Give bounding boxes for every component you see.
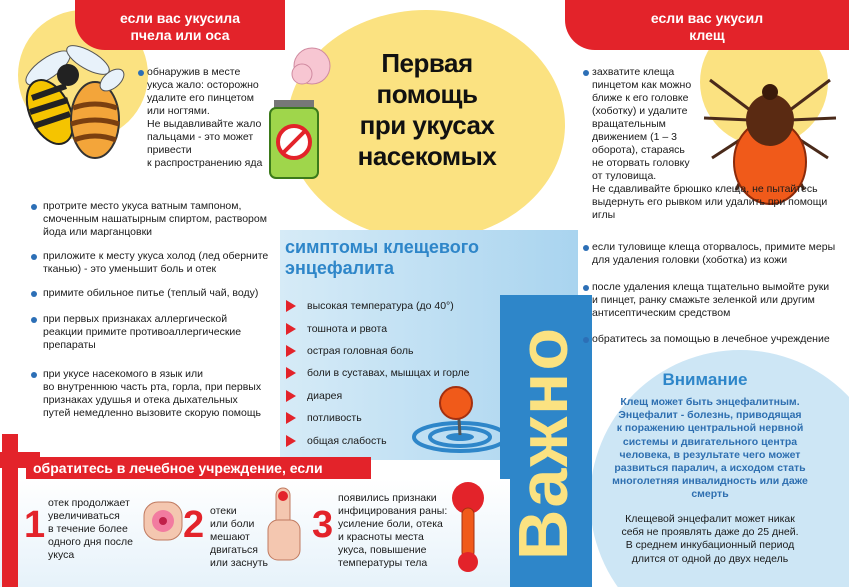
- bullet-dot: [31, 291, 37, 297]
- symptom-item: [286, 340, 486, 362]
- triangle-bullet-icon: [286, 323, 296, 335]
- medical-item-2: отеки или боли мешают двигаться или заснуть: [210, 505, 269, 569]
- attention-note: Клещевой энцефалит может никак себя не проявлять даже до 25 дней. В среднем инкубационный период длится от одной до двух недель: [621, 513, 799, 565]
- medical-header: [26, 457, 371, 479]
- attention-title: Внимание: [662, 370, 748, 389]
- tick-intro-text: захватите клеща пинцетом как можно ближе к его головке (хоботку) и удалите вращательным движением (1 – 3 оборота), стараясь не оторвать головку от туловища. Не сдавливайте брюшко клеща, не пытайтесь выдернуть его рывком или удалить при помощи иглы: [592, 66, 828, 221]
- triangle-bullet-icon: [286, 300, 296, 312]
- bullet-dot: [31, 204, 37, 210]
- tick-bullet-1: если туловище клеща оторвалось, примите меры для удаления головки (хоботка) из кожи: [592, 241, 836, 266]
- tick-header-text: если вас укусил клещ: [650, 10, 764, 43]
- symptoms-title: симптомы клещевого энцефалита: [285, 237, 480, 278]
- symptom-text: диарея: [307, 389, 343, 402]
- triangle-bullet-icon: [286, 435, 296, 447]
- bee-icon: [60, 60, 130, 180]
- symptom-text: боли в суставах, мышцах и горле: [307, 367, 470, 380]
- triangle-bullet-icon: [286, 345, 296, 357]
- symptom-text: высокая температура (до 40°): [307, 300, 454, 313]
- bee-bullet-2: приложите к месту укуса холод (лед оберните тканью) - это уменьшит боль и отек: [43, 250, 269, 275]
- important-text: Важно: [504, 325, 582, 560]
- item-number: 3: [312, 504, 334, 546]
- bullet-dot: [583, 70, 589, 76]
- item-number: 2: [183, 504, 205, 546]
- triangle-bullet-icon: [286, 367, 296, 379]
- symptom-item: [286, 317, 486, 339]
- bullet-dot: [138, 70, 144, 76]
- bee-intro-text: обнаружив в месте укуса жало: осторожно удалите его пинцетом или ногтями. Не выдавливайте жало пальцами - это может привести к распространению яда: [147, 66, 263, 169]
- triangle-bullet-icon: [286, 390, 296, 402]
- symptom-item: [286, 362, 486, 384]
- tick-bullet-3: обратитесь за помощью в лечебное учреждение: [592, 333, 830, 345]
- item-number: 1: [24, 504, 46, 546]
- attention-body: Клещ может быть энцефалитным. Энцефалит - болезнь, приводящая к поражению центральной нервной системы и двигательного центра человека, в результате чего может развиться паралич, а исходом стать многолетняя инвалидность или даже смерть: [612, 396, 808, 501]
- bee-bullet-3: примите обильное питье (теплый чай, воду): [43, 287, 259, 299]
- bullet-dot: [583, 285, 589, 291]
- medical-item-3: появились признаки инфицирования раны: усиление боли, отека и красноты места укуса, повышение температуры тела: [338, 492, 448, 569]
- page-title: Первая помощь при укусах насекомых: [357, 48, 497, 171]
- bee-bullet-4: при первых признаках аллергической реакции примите противоаллергические препараты: [43, 313, 242, 351]
- medical-item-1: отек продолжает увеличиваться в течение более одного дня после укуса: [48, 497, 133, 561]
- bee-bullet-1: протрите место укуса ватным тампоном, смоченным нашатырным спиртом, раствором йода или марганцовки: [43, 200, 267, 238]
- tick-bullet-2: после удаления клеща тщательно вымойте руки и пинцет, ранку смажьте зеленкой или другим антисептическим средством: [592, 281, 830, 319]
- symptom-text: тошнота и рвота: [307, 322, 388, 335]
- bullet-dot: [31, 254, 37, 260]
- symptom-text: острая головная боль: [307, 344, 414, 357]
- important-label: [498, 300, 588, 585]
- medical-header-text: обратитесь в лечебное учреждение, если: [33, 460, 323, 476]
- pointing-finger-icon: [262, 486, 306, 566]
- bullet-dot: [31, 317, 37, 323]
- bullet-dot: [583, 245, 589, 251]
- needle-target-icon: [410, 385, 510, 455]
- triangle-bullet-icon: [286, 412, 296, 424]
- thermometer-icon: [438, 478, 498, 578]
- bee-bullet-5: при укусе насекомого в язык или во внутреннюю часть рта, горла, при первых признаках удушья и отека дыхательных путей немедленно вызовите скорую помощь: [43, 368, 262, 419]
- bite-swelling-icon: [140, 494, 186, 544]
- bee-header-text: если вас укусила пчела или оса: [120, 10, 240, 43]
- symptom-item: [286, 295, 486, 317]
- bullet-dot: [31, 372, 37, 378]
- symptom-text: общая слабость: [307, 434, 387, 447]
- symptom-text: потливость: [307, 412, 362, 425]
